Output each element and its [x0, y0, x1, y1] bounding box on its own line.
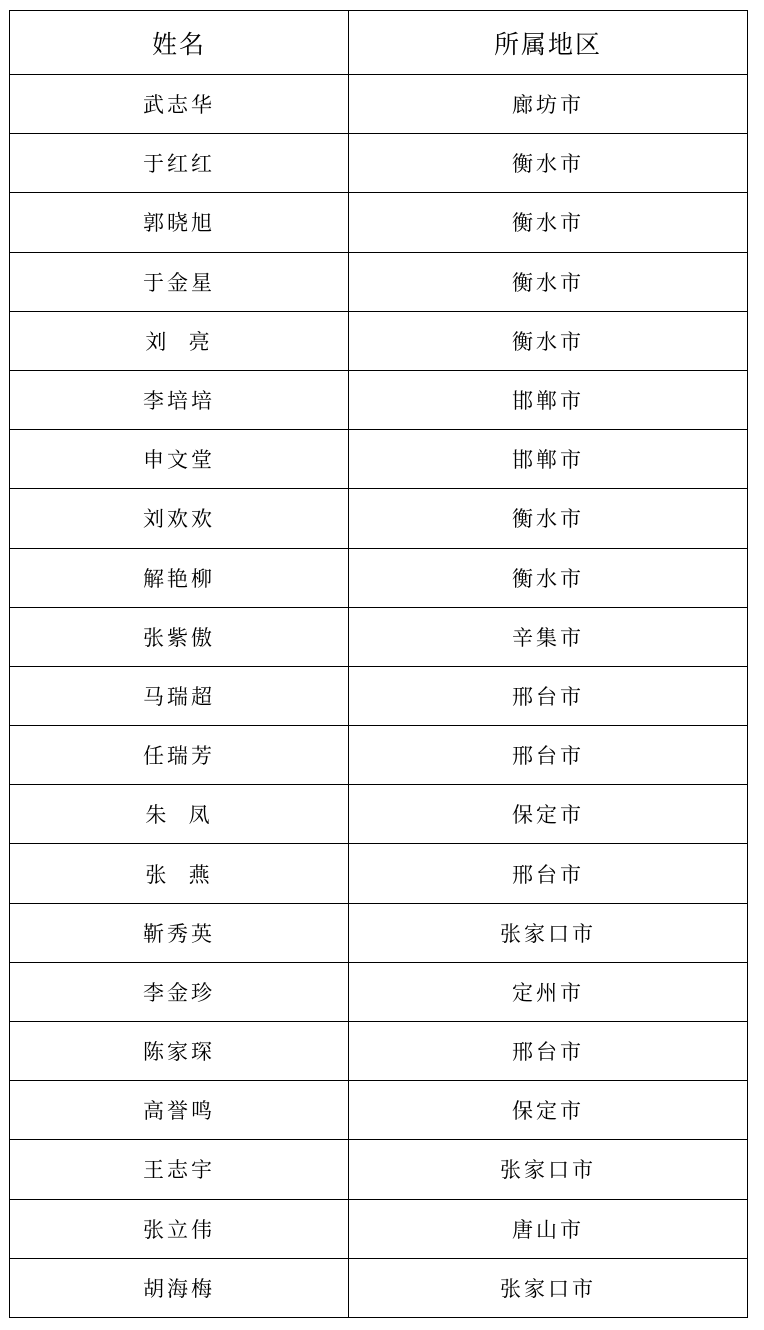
roster-table	[9, 10, 748, 1318]
person-name: 郭晓旭	[143, 211, 215, 236]
person-name: 马瑞超	[143, 684, 215, 709]
person-name: 于红红	[143, 152, 215, 177]
cell-region	[349, 1199, 748, 1258]
table-row	[10, 311, 748, 370]
person-name: 刘欢欢	[143, 507, 215, 532]
person-name: 于金星	[143, 270, 215, 295]
region-name: 衡水市	[512, 507, 584, 532]
cell-name	[10, 430, 349, 489]
region-name: 衡水市	[512, 566, 584, 591]
cell-region	[349, 75, 748, 134]
region-name: 邢台市	[512, 1040, 584, 1065]
region-name: 张家口市	[500, 1276, 596, 1301]
table-row	[10, 252, 748, 311]
table-row	[10, 1258, 748, 1317]
document-page	[9, 10, 747, 1318]
column-header-region: 所属地区	[349, 11, 748, 75]
cell-name	[10, 962, 349, 1021]
cell-name	[10, 726, 349, 785]
cell-name	[10, 370, 349, 429]
table-row	[10, 1022, 748, 1081]
cell-name	[10, 75, 349, 134]
person-name: 胡海梅	[143, 1276, 215, 1301]
column-header-name: 姓名	[10, 11, 349, 75]
cell-name	[10, 193, 349, 252]
region-name: 保定市	[512, 1099, 584, 1124]
cell-name	[10, 548, 349, 607]
table-row	[10, 726, 748, 785]
cell-name	[10, 1140, 349, 1199]
table-row	[10, 548, 748, 607]
table-row	[10, 666, 748, 725]
person-name: 靳秀英	[143, 921, 215, 946]
region-name: 衡水市	[512, 329, 584, 354]
cell-name	[10, 1199, 349, 1258]
cell-region	[349, 726, 748, 785]
cell-region	[349, 134, 748, 193]
cell-region	[349, 252, 748, 311]
person-name: 李金珍	[143, 980, 215, 1005]
cell-name	[10, 607, 349, 666]
cell-region	[349, 844, 748, 903]
region-name: 衡水市	[512, 211, 584, 236]
region-name: 保定市	[512, 803, 584, 828]
cell-region	[349, 430, 748, 489]
person-name: 张立伟	[143, 1217, 215, 1242]
table-header	[10, 11, 748, 75]
cell-name	[10, 252, 349, 311]
table-row	[10, 75, 748, 134]
table-row	[10, 903, 748, 962]
cell-region	[349, 193, 748, 252]
cell-name	[10, 844, 349, 903]
table-row	[10, 1140, 748, 1199]
cell-region	[349, 903, 748, 962]
region-name: 唐山市	[512, 1217, 584, 1242]
cell-name	[10, 134, 349, 193]
person-name: 解艳柳	[143, 566, 215, 591]
table-row	[10, 962, 748, 1021]
cell-region	[349, 1258, 748, 1317]
person-name: 武志华	[143, 93, 215, 118]
region-name: 廊坊市	[512, 93, 584, 118]
region-name: 定州市	[512, 980, 584, 1005]
cell-name	[10, 1081, 349, 1140]
region-name: 衡水市	[512, 152, 584, 177]
person-name: 刘 亮	[145, 329, 213, 354]
table-row	[10, 489, 748, 548]
cell-region	[349, 785, 748, 844]
region-name: 衡水市	[512, 270, 584, 295]
cell-name	[10, 489, 349, 548]
person-name: 李培培	[143, 389, 215, 414]
region-name: 邢台市	[512, 862, 584, 887]
table-row	[10, 370, 748, 429]
region-name: 张家口市	[500, 921, 596, 946]
cell-region	[349, 1022, 748, 1081]
cell-name	[10, 785, 349, 844]
table-body	[10, 75, 748, 1318]
person-name: 张 燕	[145, 862, 213, 887]
table-row	[10, 193, 748, 252]
person-name: 任瑞芳	[143, 744, 215, 769]
cell-region	[349, 1081, 748, 1140]
region-name: 辛集市	[512, 625, 584, 650]
region-name: 邯郸市	[512, 389, 584, 414]
table-row	[10, 785, 748, 844]
region-name: 邢台市	[512, 744, 584, 769]
table-row	[10, 1199, 748, 1258]
cell-region	[349, 666, 748, 725]
table-row	[10, 607, 748, 666]
region-name: 邯郸市	[512, 448, 584, 473]
table-row	[10, 1081, 748, 1140]
person-name: 申文堂	[143, 448, 215, 473]
cell-name	[10, 903, 349, 962]
cell-region	[349, 962, 748, 1021]
person-name: 陈家琛	[143, 1040, 215, 1065]
region-name: 张家口市	[500, 1158, 596, 1183]
cell-region	[349, 489, 748, 548]
cell-region	[349, 607, 748, 666]
table-row	[10, 430, 748, 489]
cell-name	[10, 311, 349, 370]
person-name: 王志宇	[143, 1158, 215, 1183]
cell-region	[349, 311, 748, 370]
person-name: 朱 凤	[145, 803, 213, 828]
cell-region	[349, 370, 748, 429]
cell-region	[349, 548, 748, 607]
cell-name	[10, 1258, 349, 1317]
person-name: 高誉鸣	[143, 1099, 215, 1124]
cell-name	[10, 1022, 349, 1081]
table-row	[10, 844, 748, 903]
header-row	[10, 11, 748, 75]
person-name: 张紫傲	[143, 625, 215, 650]
region-name: 邢台市	[512, 684, 584, 709]
table-row	[10, 134, 748, 193]
cell-region	[349, 1140, 748, 1199]
cell-name	[10, 666, 349, 725]
